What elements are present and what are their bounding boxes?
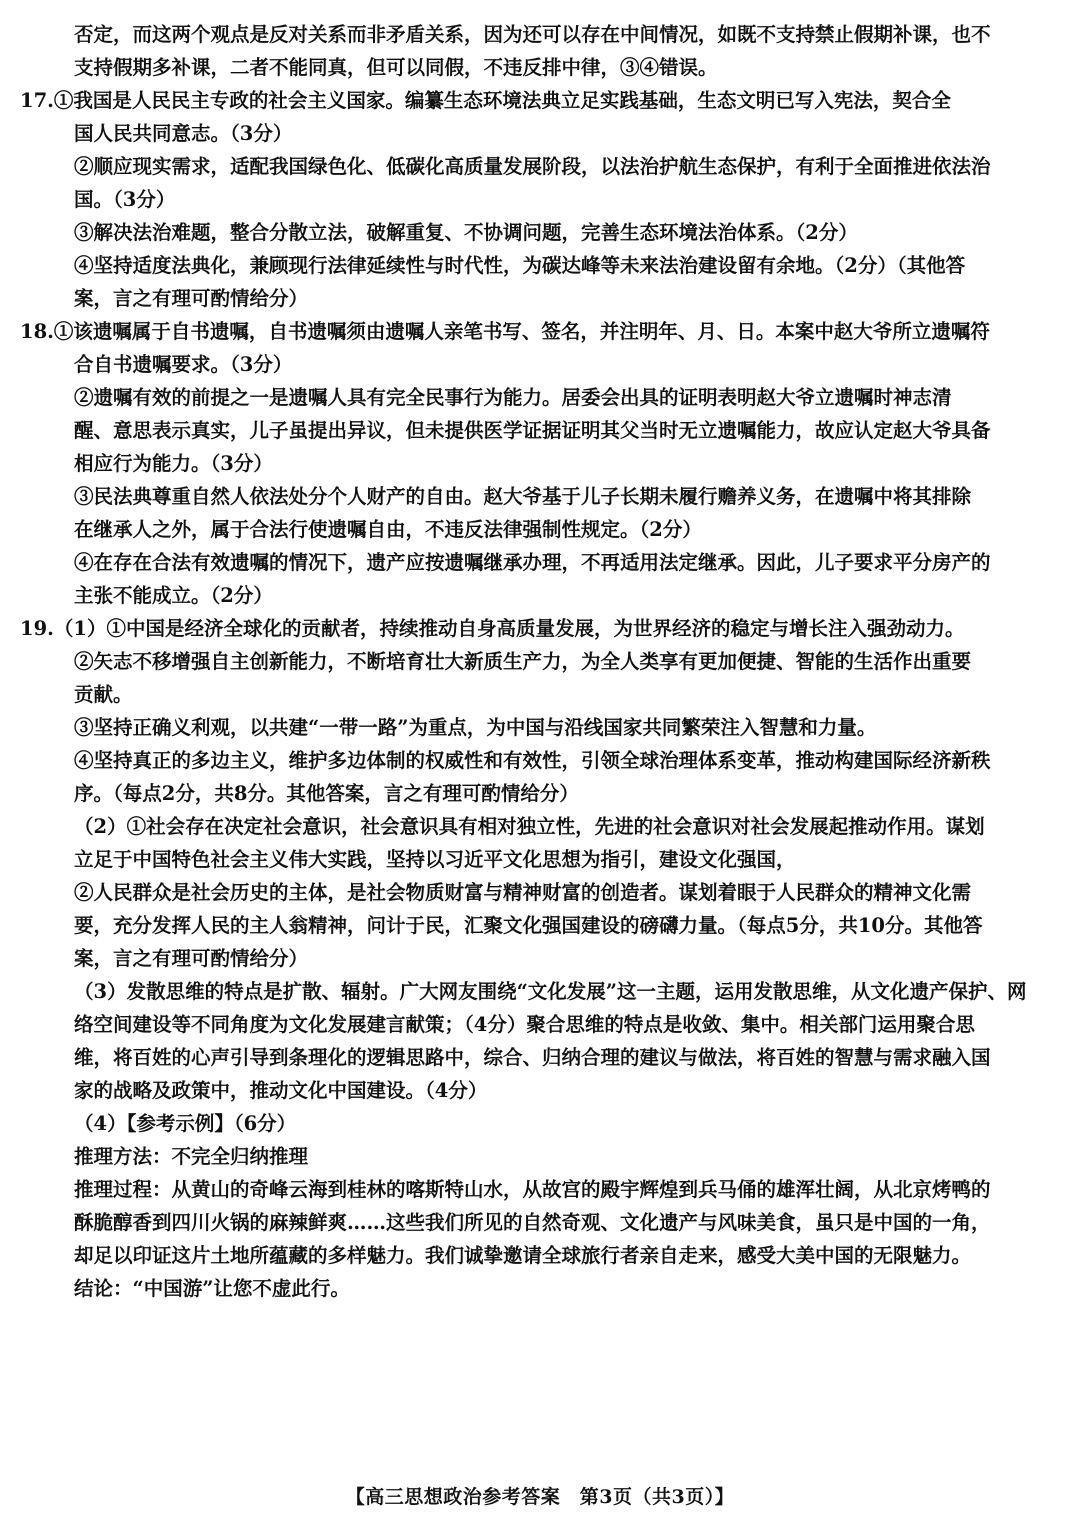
- text-line: 维，将百姓的心声引导到条理化的逻辑思路中，综合、归纳合理的建议与做法，将百姓的智慧与需求融入国: [74, 1046, 991, 1069]
- text-line: 案，言之有理可酌情给分）: [74, 287, 309, 310]
- text-line: 18.①该遗嘱属于自书遗嘱，自书遗嘱须由遗嘱人亲笔书写、签名，并注明年、月、日。本案中赵大爷所立遗嘱符: [20, 320, 990, 343]
- text-line: ②矢志不移增强自主创新能力，不断培育壮大新质生产力，为全人类享有更加便捷、智能的生活作出重要: [74, 650, 972, 673]
- text-line: ③解决法治难题，整合分散立法，破解重复、不协调问题，完善生态环境法治体系。（2分）: [74, 221, 858, 244]
- page-footer: 【高三思想政治参考答案 第3页（共3页）】: [345, 1486, 735, 1508]
- text-line: 17.①我国是人民民主专政的社会主义国家。编纂生态环境法典立足实践基础，生态文明已写入宪法，契合全: [20, 89, 951, 112]
- text-line: 19.（1）①中国是经济全球化的贡献者，持续推动自身高质量发展，为世界经济的稳定与增长注入强劲动力。: [20, 617, 965, 640]
- text-line: 推理方法：不完全归纳推理: [74, 1145, 309, 1168]
- text-line: 却足以印证这片土地所蕴藏的多样魅力。我们诚挚邀请全球旅行者亲自走来，感受大美中国的无限魅力。: [74, 1244, 972, 1267]
- text-line: ③坚持正确义利观，以共建“一带一路”为重点，为中国与沿线国家共同繁荣注入智慧和力量。: [74, 716, 877, 739]
- text-line: 支持假期多补课，二者不能同真，但可以同假，不违反排中律，③④错误。: [74, 56, 718, 79]
- text-line: 络空间建设等不同角度为文化发展建言献策；（4分）聚合思维的特点是收敛、集中。相关部门运用聚合思: [74, 1013, 975, 1036]
- text-line: 合自书遗嘱要求。（3分）: [74, 353, 293, 376]
- text-line: ④在存在合法有效遗嘱的情况下，遗产应按遗嘱继承办理，不再适用法定继承。因此，儿子要求平分房产的: [74, 551, 991, 574]
- text-line: （3）发散思维的特点是扩散、辐射。广大网友围绕“文化发展”这一主题，运用发散思维，从文化遗产保护、网: [74, 980, 1027, 1003]
- text-line: ②顺应现实需求，适配我国绿色化、低碳化高质量发展阶段，以法治护航生态保护，有利于全面推进依法治: [74, 155, 991, 178]
- text-line: 推理过程：从黄山的奇峰云海到桂林的喀斯特山水，从故宫的殿宇辉煌到兵马俑的雄浑壮阔，从北京烤鸭的: [74, 1178, 991, 1201]
- text-line: 贡献。: [74, 683, 133, 706]
- text-line: 案，言之有理可酌情给分）: [74, 947, 309, 970]
- text-line: ④坚持适度法典化，兼顾现行法律延续性与时代性，为碳达峰等未来法治建设留有余地。（2分）（其他答: [74, 254, 966, 277]
- text-line: 相应行为能力。（3分）: [74, 452, 273, 475]
- text-line: （4）【参考示例】（6分）: [74, 1112, 297, 1135]
- text-line: 序。（每点2分，共8分。其他答案，言之有理可酌情给分）: [74, 782, 579, 805]
- text-line: （2）①社会存在决定社会意识，社会意识具有相对独立性，先进的社会意识对社会发展起推动作用。谋划: [74, 815, 985, 838]
- text-line: 否定，而这两个观点是反对关系而非矛盾关系，因为还可以存在中间情况，如既不支持禁止假期补课，也不: [74, 23, 991, 46]
- text-line: 结论：“中国游”让您不虚此行。: [74, 1277, 350, 1300]
- text-line: 立足于中国特色社会主义伟大实践，坚持以习近平文化思想为指引，建设文化强国，: [74, 848, 796, 871]
- text-line: 要，充分发挥人民的主人翁精神，问计于民，汇聚文化强国建设的磅礴力量。（每点5分，共10分。其他答: [74, 914, 983, 937]
- text-line: 在继承人之外，属于合法行使遗嘱自由，不违反法律强制性规定。（2分）: [74, 518, 702, 541]
- text-line: 酥脆醇香到四川火锅的麻辣鲜爽……这些我们所见的自然奇观、文化遗产与风味美食，虽只是中国的一角，: [74, 1211, 991, 1234]
- text-line: ②遗嘱有效的前提之一是遗嘱人具有完全民事行为能力。居委会出具的证明表明赵大爷立遗嘱时神志清: [74, 386, 952, 409]
- text-line: 国人民共同意志。（3分）: [74, 122, 293, 145]
- text-line: 家的战略及政策中，推动文化中国建设。（4分）: [74, 1079, 488, 1102]
- text-line: 醒、意思表示真实，儿子虽提出异议，但未提供医学证据证明其父当时无立遗嘱能力，故应认定赵大爷具备: [74, 419, 991, 442]
- answer-body: [20, 18, 1036, 1305]
- text-line: 国。（3分）: [74, 188, 176, 211]
- text-line: ②人民群众是社会历史的主体，是社会物质财富与精神财富的创造者。谋划着眼于人民群众的精神文化需: [74, 881, 972, 904]
- text-line: ④坚持真正的多边主义，维护多边体制的权威性和有效性，引领全球治理体系变革，推动构建国际经济新秩: [74, 749, 991, 772]
- text-line: 主张不能成立。（2分）: [74, 584, 273, 607]
- text-line: ③民法典尊重自然人依法处分个人财产的自由。赵大爷基于儿子长期未履行赡养义务，在遗嘱中将其排除: [74, 485, 972, 508]
